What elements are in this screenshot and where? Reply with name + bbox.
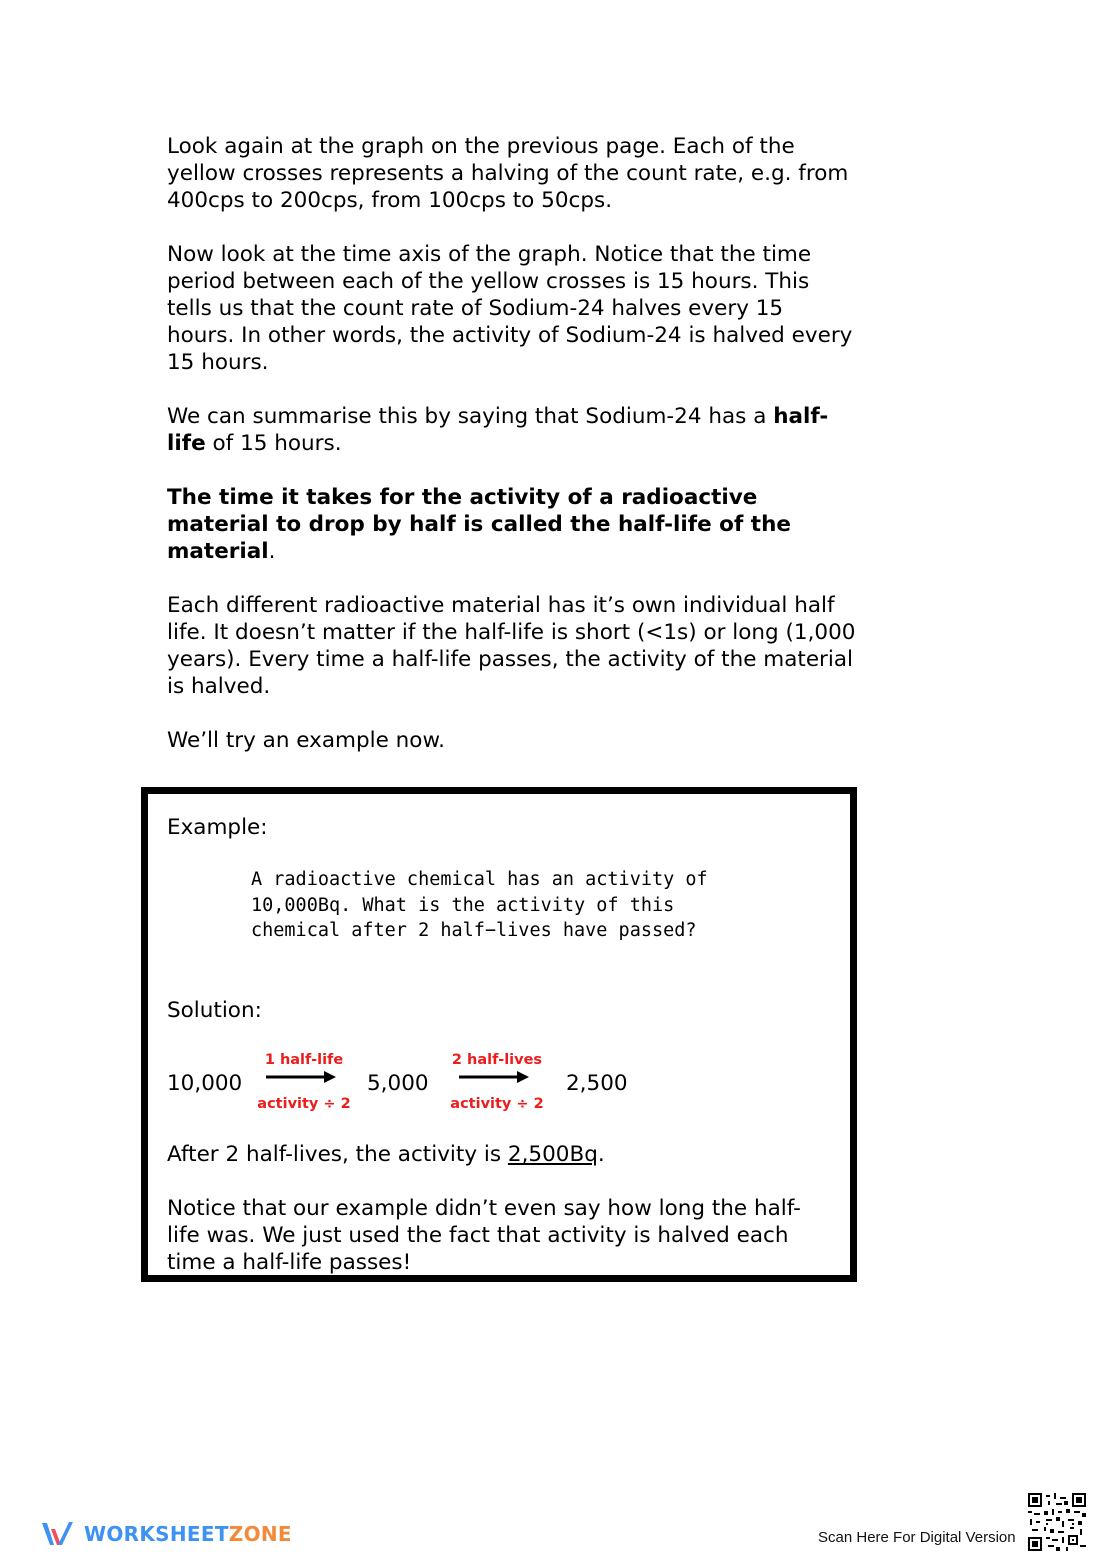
paragraph-try-example: We’ll try an example now. — [167, 728, 445, 753]
paragraph-graph-recap: Look again at the graph on the previous page. Each of the yellow crosses represents a halving of the count rate, e.g. from 400cps to 200cps, from 100cps to 50cps. — [167, 134, 849, 213]
value-after-one: 5,000 — [367, 1071, 429, 1096]
paragraph-individual-half-life: Each different radioactive material has it’s own individual half life. It doesn’t matter if the half-life is short (<1s) or long (1,000 years). Every time a half-life passes, the activity of the material is halved. — [167, 593, 856, 699]
scan-instruction: Scan Here For Digital Version — [818, 1529, 1016, 1546]
half-life-term: half-life — [167, 404, 829, 456]
arrow-1-bottom-label: activity ÷ 2 — [257, 1096, 351, 1112]
worksheetzone-logo[interactable] — [40, 1514, 292, 1554]
answer-end: . — [597, 1142, 605, 1167]
definition — [167, 484, 857, 565]
arrow-1-top-label: 1 half-life — [264, 1052, 344, 1068]
summary-start: We can summarise this by saying that Sodium-24 has a — [167, 404, 774, 429]
definition-text: The time it takes for the activity of a radioactive material to drop by half is called the half-life of the material — [167, 485, 791, 564]
brand-text — [84, 1522, 292, 1546]
main-content — [167, 133, 857, 781]
answer-value: 2,500Bq — [507, 1142, 598, 1167]
example-question: A radioactive chemical has an activity of 10,000Bq. What is the activity of this chemical after 2 half−lives have passed? — [251, 869, 708, 941]
summary-end: of 15 hours. — [205, 431, 342, 456]
definition-period: . — [268, 539, 276, 564]
right-arrow-icon — [266, 1071, 338, 1083]
arrow-2-bottom-label: activity ÷ 2 — [450, 1096, 544, 1112]
example-box — [141, 787, 857, 1282]
example-label: Example: — [167, 815, 268, 840]
value-initial: 10,000 — [167, 1071, 243, 1096]
qr-code-icon[interactable] — [1028, 1493, 1086, 1551]
answer-line — [167, 1141, 837, 1168]
paragraph-time-axis: Now look at the time axis of the graph. Notice that the time period between each of the yellow crosses is 15 hours. This tells us that the count rate of Sodium-24 halves every 15 hours. In other words, the activity of Sodium-24 is halved every 15 hours. — [167, 242, 853, 375]
brand-part-1: WORKSHEET — [84, 1522, 229, 1546]
arrow-step-2 — [442, 1051, 552, 1121]
arrow-step-1 — [249, 1051, 359, 1121]
brand-part-2: ZONE — [228, 1522, 292, 1546]
answer-start: After 2 half-lives, the activity is — [167, 1142, 508, 1167]
right-arrow-icon — [459, 1071, 531, 1083]
example-note: Notice that our example didn’t even say how long the half-life was. We just used the fact that activity is halved each time a half-life passes! — [167, 1196, 801, 1275]
worksheetzone-logo-icon — [40, 1519, 76, 1549]
solution-label: Solution: — [167, 998, 262, 1023]
arrow-2-top-label: 2 half-lives — [451, 1052, 543, 1068]
paragraph-summary — [167, 403, 857, 457]
value-after-two: 2,500 — [566, 1071, 628, 1096]
